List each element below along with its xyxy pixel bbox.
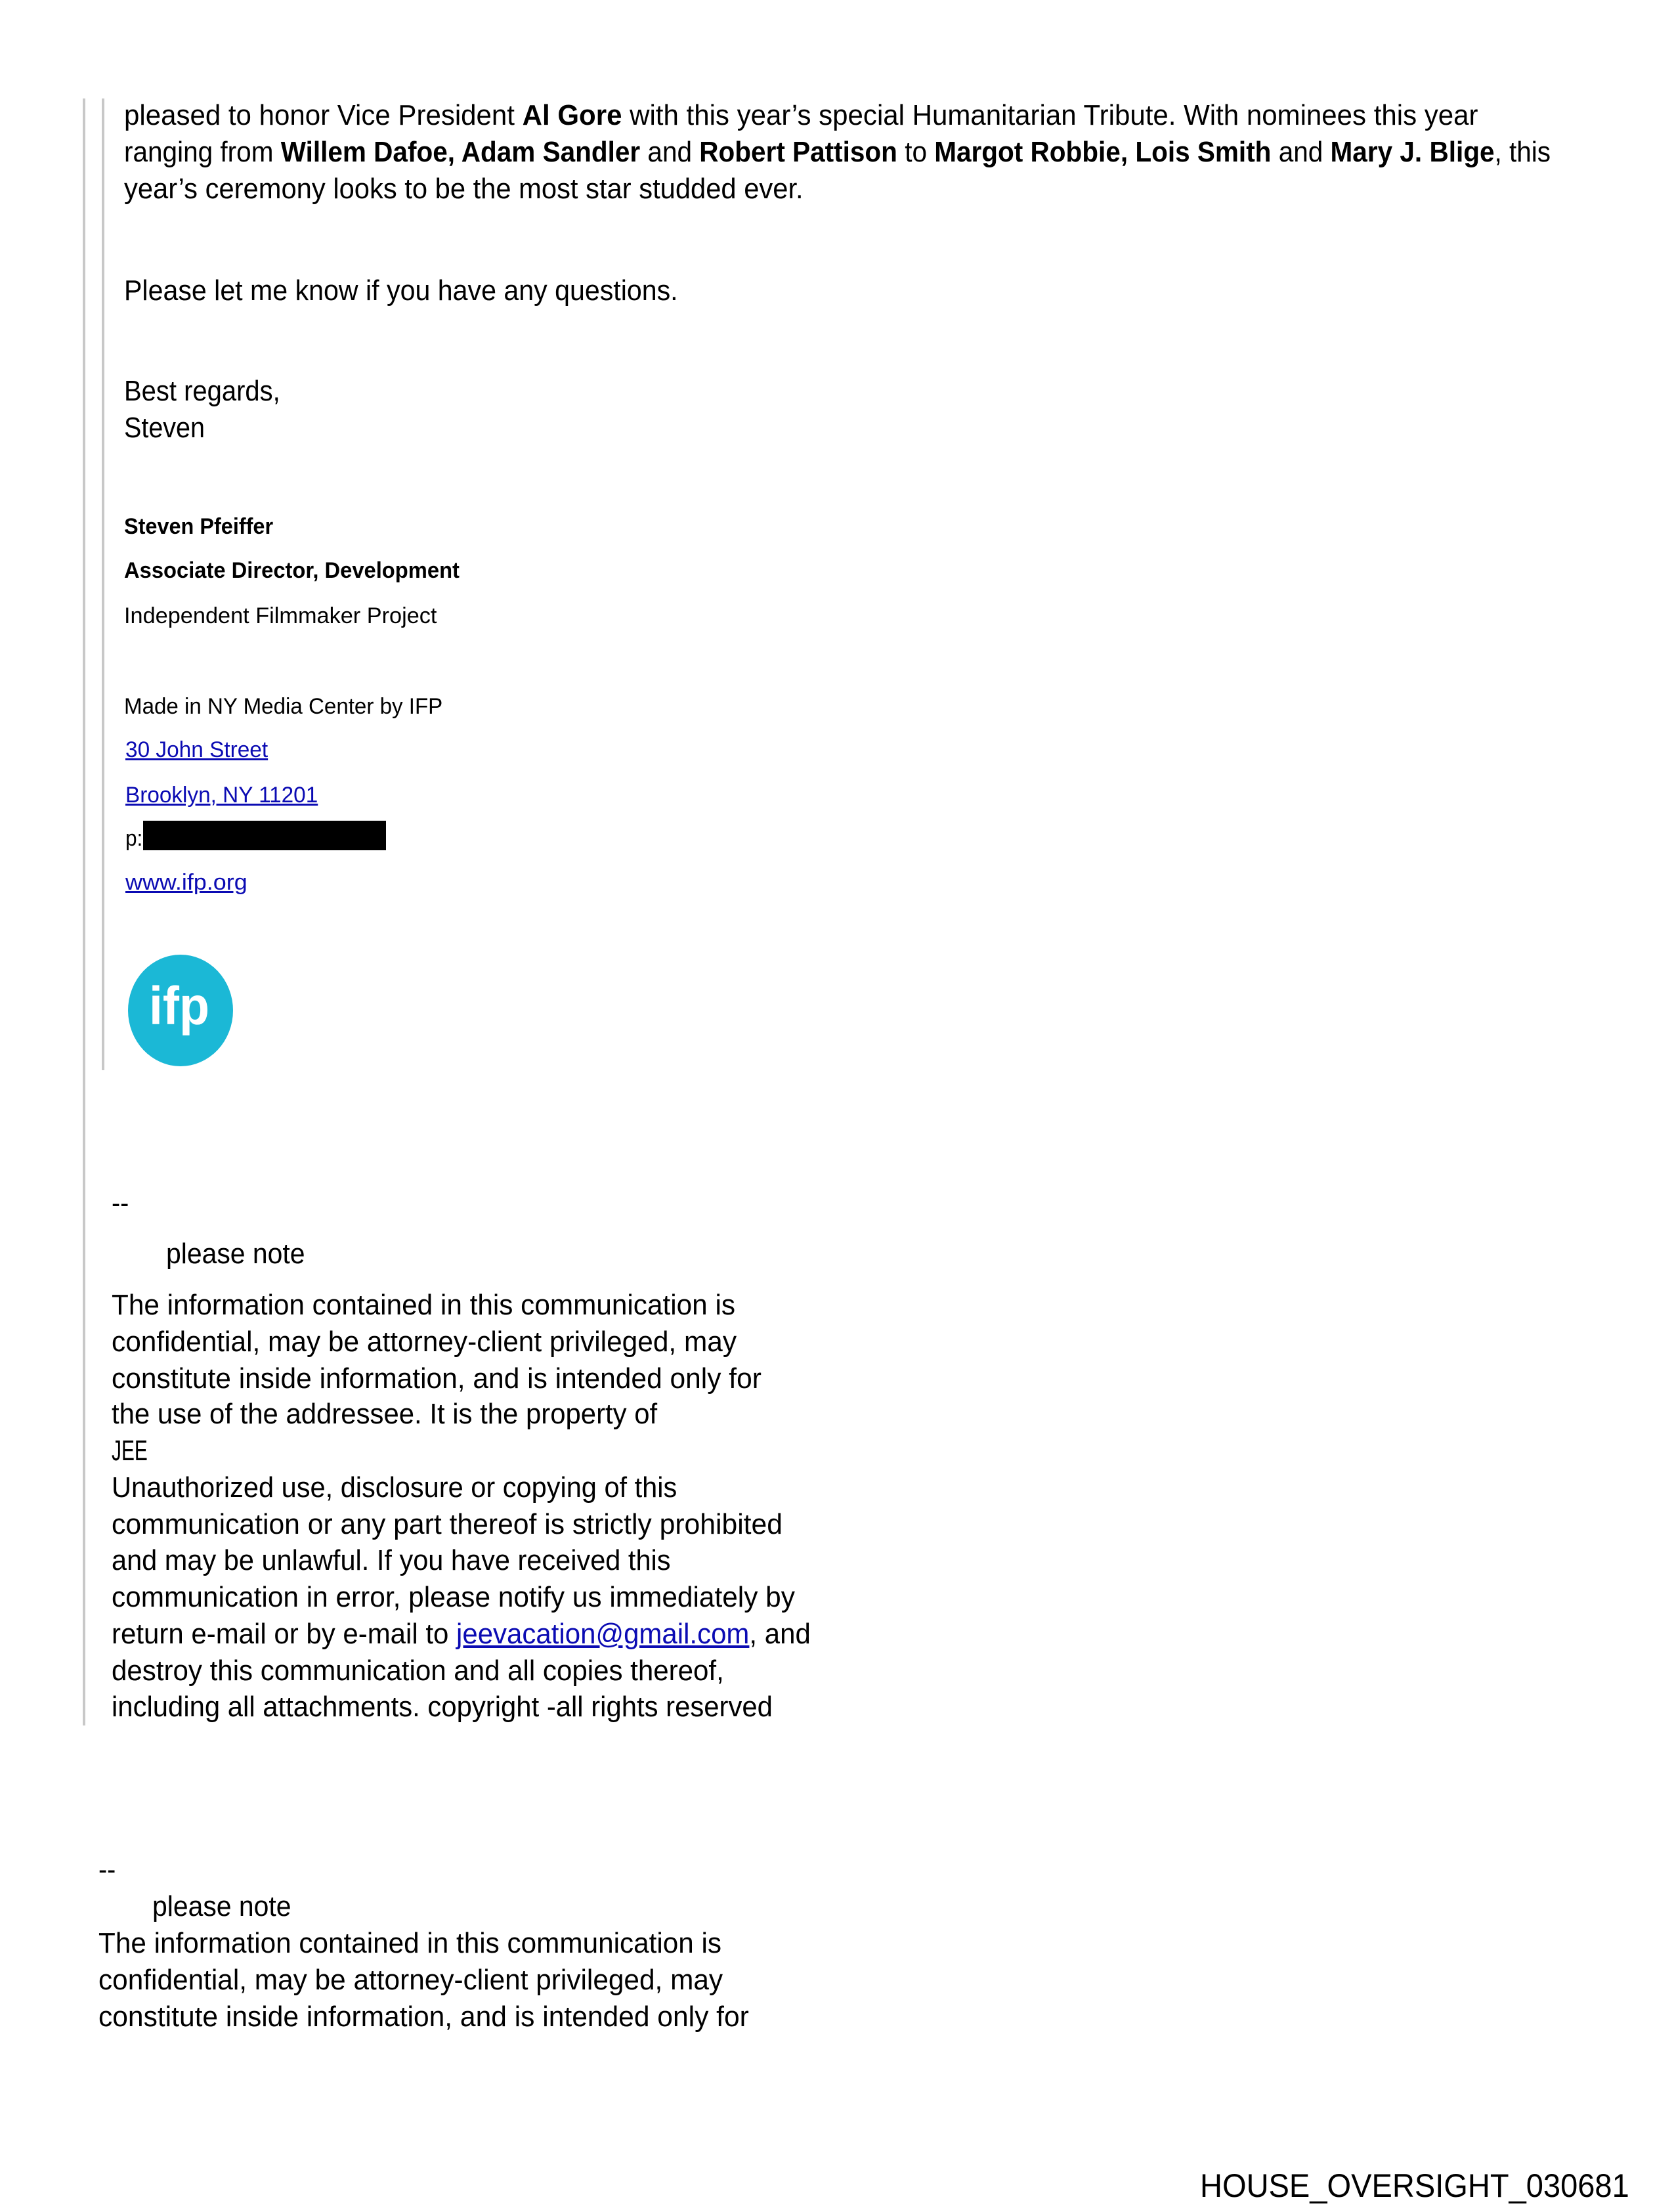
honoree-name: Al Gore: [522, 99, 622, 132]
disclaimer-1-line: including all attachments. copyright -all rights reserved: [112, 1691, 773, 1724]
website-link[interactable]: www.ifp.org: [125, 870, 247, 896]
disclaimer-2-line: The information contained in this communication is: [98, 1927, 722, 1960]
body-line-2: [124, 136, 1551, 169]
body-line-1: [124, 99, 1478, 132]
nominee-names: Mary J. Blige: [1330, 136, 1495, 169]
signature-name: Steven Pfeiffer: [124, 514, 274, 540]
disclaimer-1-line: destroy this communication and all copies thereof,: [112, 1655, 724, 1687]
text: with this year’s special Humanitarian Tribute. With nominees this year: [622, 99, 1478, 132]
phone-label: p:: [125, 826, 143, 852]
text: return e-mail or by e-mail to: [112, 1618, 457, 1651]
quote-bar-outer: [83, 98, 85, 1725]
nominee-names: Margot Robbie, Lois Smith: [934, 136, 1272, 169]
text: pleased to honor Vice President: [124, 99, 523, 132]
disclaimer-1-line: confidential, may be attorney-client privileged, may: [112, 1326, 737, 1358]
nominee-names: Willem Dafoe, Adam Sandler: [280, 136, 641, 169]
text: to: [897, 136, 935, 169]
ifp-logo-text: ifp: [149, 976, 209, 1036]
disclaimer-1-line: JEE: [112, 1435, 148, 1467]
disclaimer-1-line: communication or any part thereof is strictly prohibited: [112, 1508, 783, 1541]
signature-organization: Independent Filmmaker Project: [124, 603, 437, 629]
disclaimer-1-line: the use of the addressee. It is the property of: [112, 1398, 658, 1431]
disclaimer-1-separator: --: [112, 1187, 129, 1220]
disclaimer-1-line: and may be unlawful. If you have received this: [112, 1544, 671, 1577]
signature-venue: Made in NY Media Center by IFP: [124, 694, 443, 720]
text: and: [1271, 136, 1331, 169]
disclaimer-1-line: constitute inside information, and is intended only for: [112, 1362, 762, 1395]
disclaimer-2-line: confidential, may be attorney-client privileged, may: [98, 1964, 723, 1997]
disclaimer-1-line: Unauthorized use, disclosure or copying of this: [112, 1471, 677, 1504]
signature-title: Associate Director, Development: [124, 558, 460, 584]
body-line-3: year’s ceremony looks to be the most star studded ever.: [124, 173, 804, 206]
sender-first-name: Steven: [124, 412, 205, 445]
ifp-logo: [127, 953, 234, 1068]
body-paragraph-2: Please let me know if you have any questions.: [124, 274, 678, 307]
quote-bar-inner: [102, 98, 104, 1070]
disclaimer-1-email-line: [112, 1618, 811, 1651]
disclaimer-1-heading: please note: [166, 1238, 305, 1270]
bates-number: HOUSE_OVERSIGHT_030681: [1200, 2167, 1629, 2204]
address-link-street[interactable]: 30 John Street: [125, 737, 268, 763]
closing: Best regards,: [124, 375, 280, 408]
text: , this: [1494, 136, 1551, 169]
disclaimer-1-line: The information contained in this communication is: [112, 1289, 736, 1322]
address-link-city[interactable]: Brooklyn, NY 11201: [125, 783, 318, 808]
disclaimer-1-line: communication in error, please notify us immediately by: [112, 1581, 795, 1614]
text: , and: [749, 1618, 811, 1651]
phone-redaction: [143, 821, 386, 850]
text: ranging from: [124, 136, 281, 169]
nominee-names: Robert Pattison: [699, 136, 897, 169]
disclaimer-2-line: constitute inside information, and is intended only for: [98, 2001, 749, 2033]
disclaimer-2-separator: --: [98, 1854, 116, 1886]
email-link[interactable]: jeevacation@gmail.com: [456, 1618, 750, 1651]
text: and: [640, 136, 700, 169]
disclaimer-2-heading: please note: [152, 1890, 291, 1923]
